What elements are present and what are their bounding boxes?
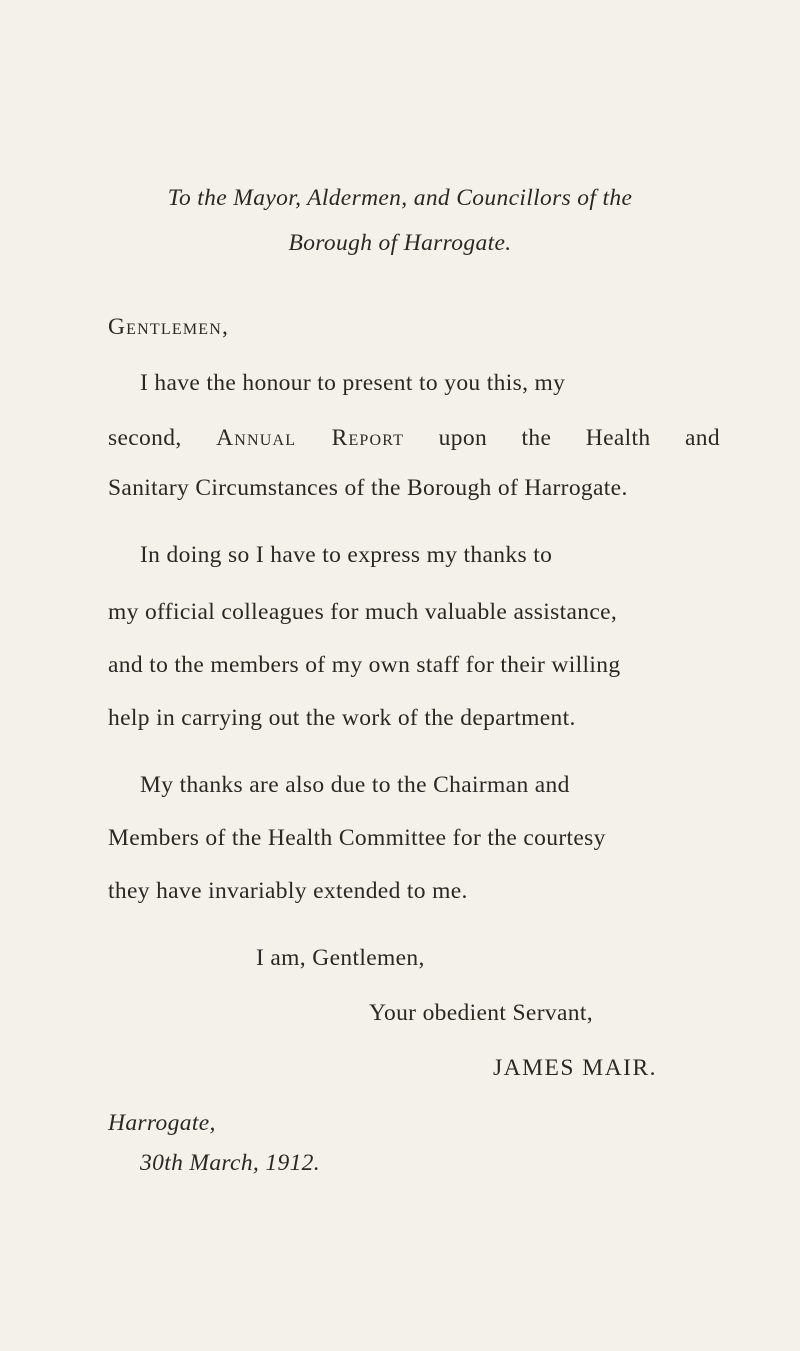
paragraph-3-line-2: Members of the Health Committee for the courtesy: [108, 825, 606, 851]
paragraph-1-line-3: Sanitary Circumstances of the Borough of Harrogate.: [108, 475, 628, 501]
paragraph-1-line-2-start: second,: [108, 425, 182, 451]
paragraph-1-line-1: I have the honour to present to you this, my: [140, 370, 566, 396]
address-line-2: Borough of Harrogate.: [288, 230, 512, 256]
paragraph-2-line-4: help in carrying out the work of the department.: [108, 705, 576, 731]
signature: JAMES MAIR.: [493, 1055, 658, 1081]
paragraph-2-line-2: my official colleagues for much valuable assistance,: [108, 599, 618, 625]
dateline-place: Harrogate,: [108, 1110, 216, 1136]
salutation: Gentlemen,: [108, 314, 230, 340]
paragraph-1-line-2: [108, 423, 720, 453]
paragraph-2-line-1: In doing so I have to express my thanks to: [140, 542, 553, 568]
address-line-1: To the Mayor, Aldermen, and Councillors of the: [167, 185, 633, 211]
dateline-date: 30th March, 1912.: [140, 1150, 321, 1176]
paragraph-3-line-1: My thanks are also due to the Chairman and: [140, 772, 570, 798]
closing-line-1: I am, Gentlemen,: [256, 945, 425, 971]
annual-report-title: Annual Report: [216, 425, 405, 451]
paragraph-2-line-3: and to the members of my own staff for their willing: [108, 652, 621, 678]
paragraph-1-line-2-end: upon the Health and: [438, 425, 720, 451]
paragraph-3-line-3: they have invariably extended to me.: [108, 878, 468, 904]
closing-line-2: Your obedient Servant,: [369, 1000, 593, 1026]
